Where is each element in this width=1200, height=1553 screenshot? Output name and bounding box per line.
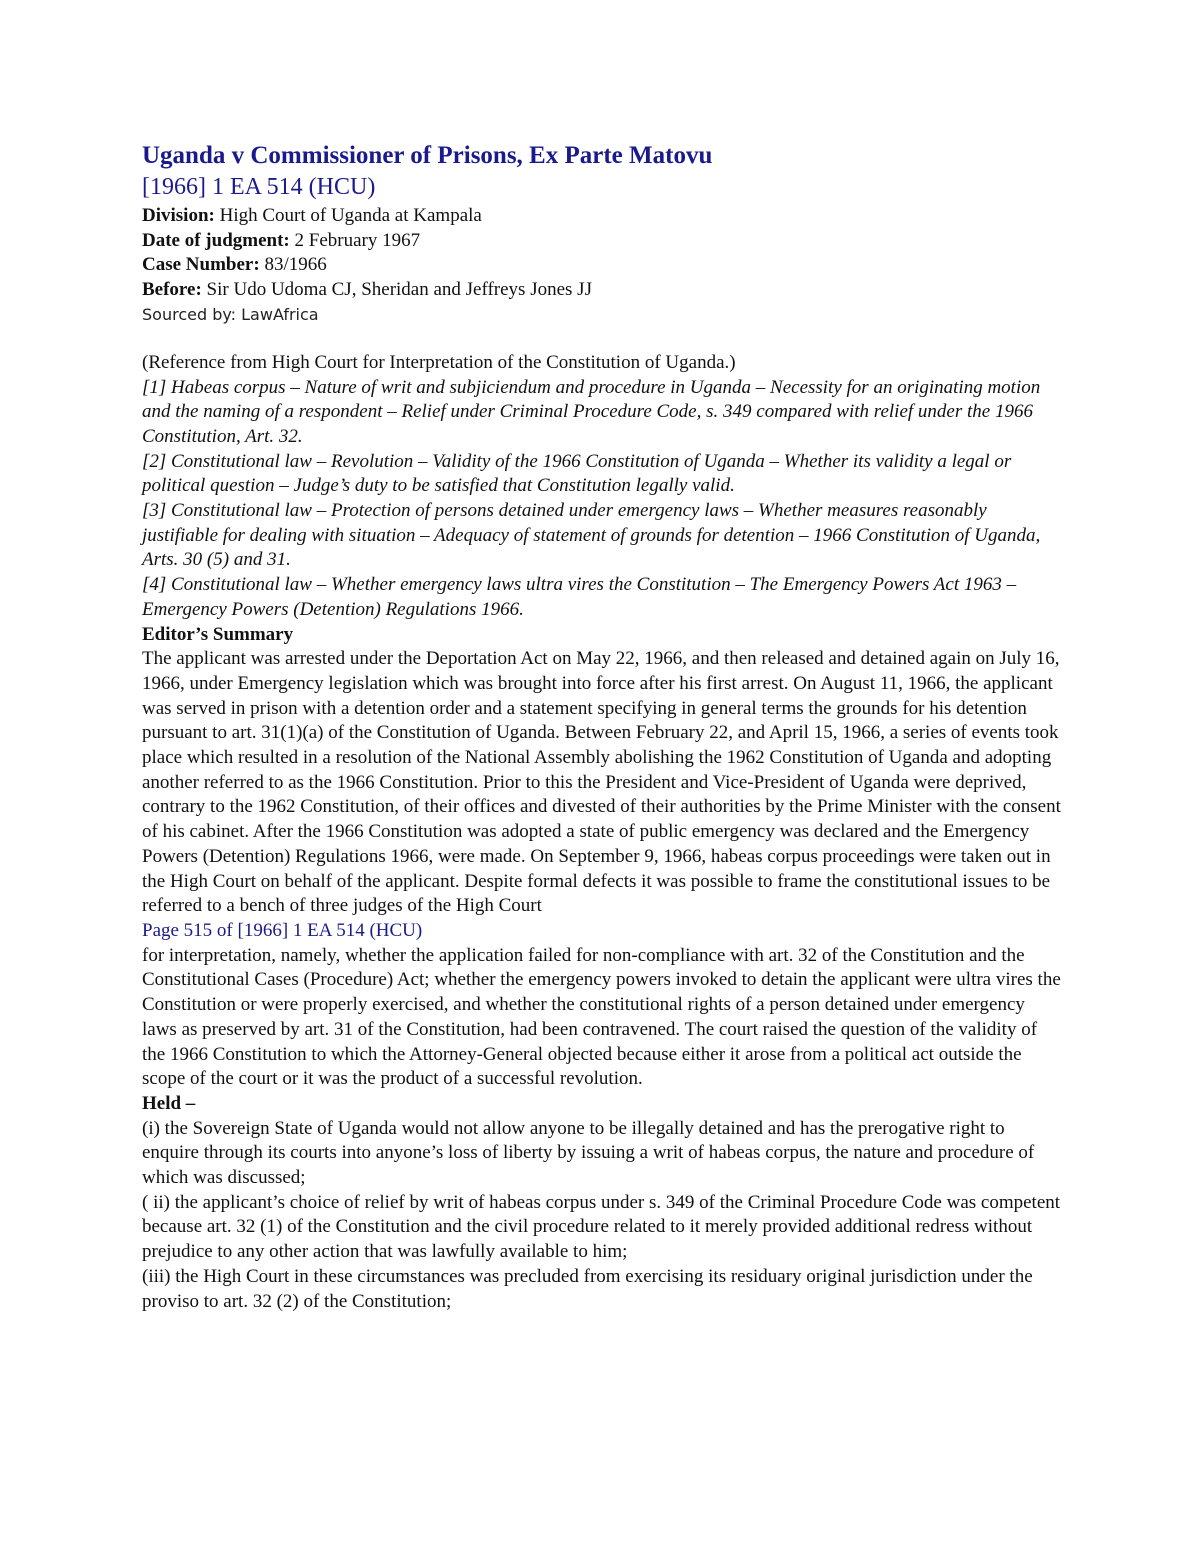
keyword-paragraph: [1] Habeas corpus – Nature of writ and subjiciendum and procedure in Uganda – Necessity for an originating motion and the naming of a respondent – Relief under Criminal Procedure Code, s. 349 compared with relief under the 1966 Constitution, Art. 32. [142, 376, 1041, 447]
keyword-paragraph: [2] Constitutional law – Revolution – Validity of the 1966 Constitution of Uganda – Whether its validity a legal or political question – Judge’s duty to be satisfied that Constitution legally valid. [142, 450, 1012, 497]
before-value: Sir Udo Udoma CJ, Sheridan and Jeffreys Jones JJ [201, 279, 592, 301]
before-line [142, 278, 1062, 303]
held-item: (i) the Sovereign State of Uganda would not allow anyone to be illegally detained and has the prerogative right to enquire through its courts into anyone’s loss of liberty by issuing a writ of habeas corpus, the nature and procedure of which was discussed; [142, 1117, 1035, 1189]
editors-summary-heading: Editor’s Summary [142, 623, 294, 645]
case-number-line [142, 253, 1062, 278]
division-value: High Court of Uganda at Kampala [214, 205, 482, 226]
division-label: Division: [142, 205, 215, 226]
case-number-label: Case Number: [142, 254, 260, 276]
case-title: Uganda v Commissioner of Prisons, Ex Parte Matovu [142, 142, 713, 169]
summary-paragraph: The applicant was arrested under the Deportation Act on May 22, 1966, and then released and detained again on July 16, 1966, under Emergency legislation which was brought into force after his first arrest. On August 11, 1966, the applicant was served in prison with a detention order and a statement specifying in general terms the grounds for his detention pursuant to art. 31(1)(a) of the Constitution of Uganda. Between February 22, and April 15, 1966, a series of events took place which resulted in a resolution of the National Assembly abolishing the 1962 Constitution of Uganda and adopting another referred to as the 1966 Constitution. Prior to this the President and Vice-President of Uganda were deprived, contrary to the 1962 Constitution, of their offices and divested of their authorities by the Prime Minister with the consent of his cabinet. After the 1966 Constitution was adopted a state of public emergency was declared and the Emergency Powers (Detention) Regulations 1966, were made. On September 9, 1966, habeas corpus proceedings were taken out in the High Court on behalf of the applicant. Despite formal defects it was possible to frame the constitutional issues to be referred to a bench of three judges of the High Court [142, 648, 1061, 917]
held-item: ( ii) the applicant’s choice of relief by writ of habeas corpus under s. 349 of the Criminal Procedure Code was competent because art. 32 (1) of the Constitution and the civil procedure related to it merely provided additional redress without prejudice to any other action that was lawfully available to him; [142, 1191, 1061, 1263]
summary-paragraph-continued: for interpretation, namely, whether the application failed for non-compliance with art. 32 of the Constitution and the Constitutional Cases (Procedure) Act; whether the emergency powers invoked to detain the applicant were ultra vires the Constitution or were properly exercised, and whether the constitutional rights of a person detained under emergency laws as preserved by art. 31 of the Constitution, had been contravened. The court raised the question of the validity of the 1966 Constitution to which the Attorney-General objected because either it arose from a political act outside the scope of the court or it was the product of a successful revolution. [142, 944, 1061, 1090]
case-citation: [1966] 1 EA 514 (HCU) [142, 174, 376, 200]
date-label: Date of judgment: [142, 229, 290, 251]
page-reference-link[interactable]: Page 515 of [1966] 1 EA 514 (HCU) [142, 919, 423, 941]
held-heading: Held – [142, 1092, 196, 1114]
sourced-by: Sourced by: LawAfrica [142, 304, 319, 324]
keyword-paragraph: [3] Constitutional law – Protection of persons detained under emergency laws – Whether measures reasonably justifiable for dealing with situation – Adequacy of statement of grounds for detention – 1966 Constitution of Uganda, Arts. 30 (5) and 31. [142, 500, 1041, 571]
date-value: 2 February 1967 [289, 229, 421, 251]
document-page [142, 140, 1062, 1314]
keyword-paragraph: [4] Constitutional law – Whether emergency laws ultra vires the Constitution – The Emergency Powers Act 1963 – Emergency Powers (Detention) Regulations 1966. [142, 574, 1017, 620]
division-line [142, 204, 1062, 229]
date-line [142, 229, 1062, 254]
case-number-value: 83/1966 [259, 254, 327, 276]
reference-note: (Reference from High Court for Interpretation of the Constitution of Uganda.) [142, 351, 736, 373]
held-item: (iii) the High Court in these circumstances was precluded from exercising its residuary original jurisdiction under the proviso to art. 32 (2) of the Constitution; [142, 1265, 1033, 1312]
before-label: Before: [142, 279, 202, 301]
